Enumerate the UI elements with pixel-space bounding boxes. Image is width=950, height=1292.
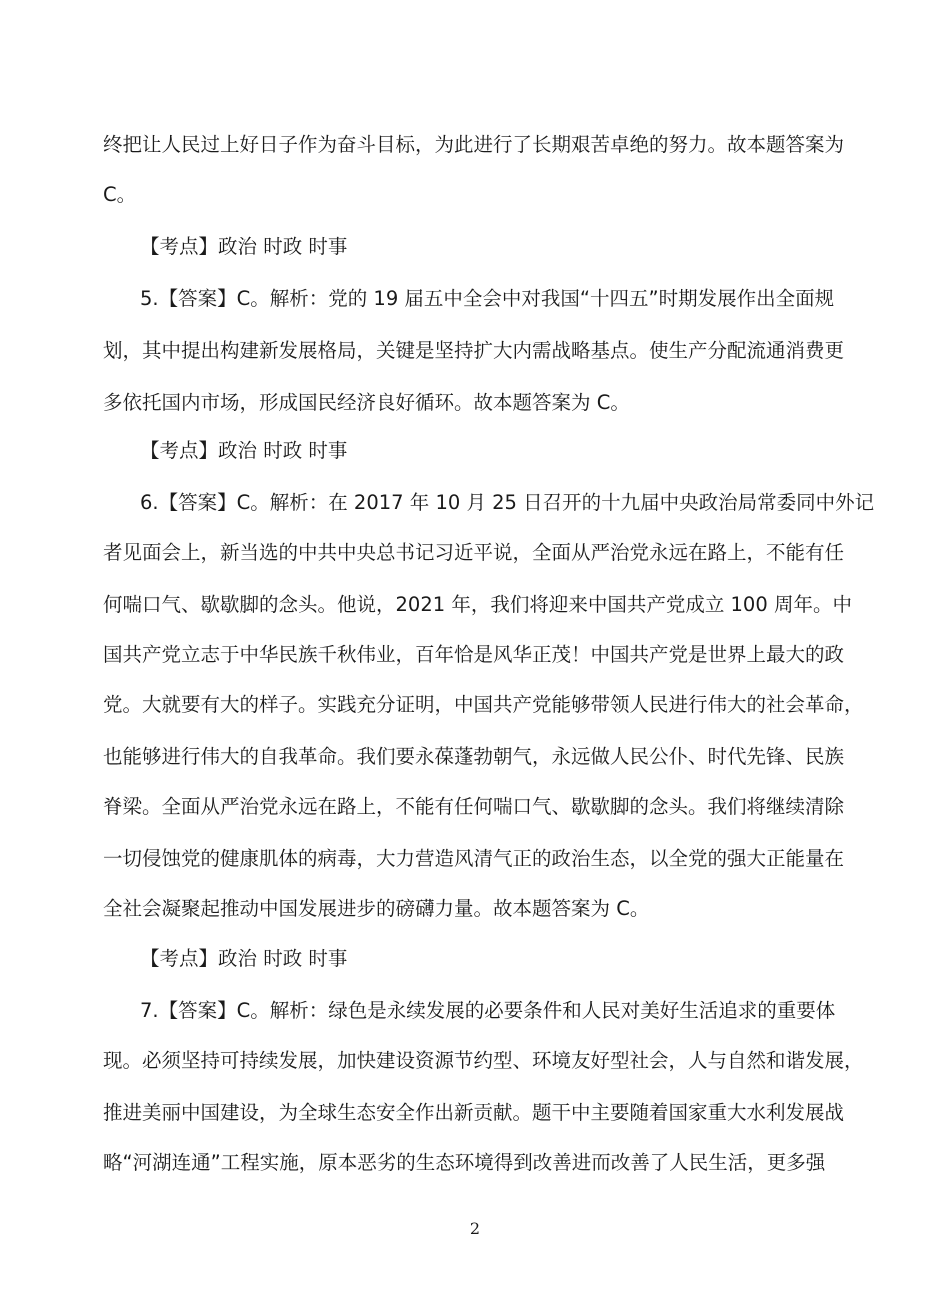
page-number: 2: [469, 1219, 481, 1238]
exam-point-label: 【考点】政治 时政 时事: [140, 947, 348, 970]
exam-point-label: 【考点】政治 时政 时事: [140, 439, 348, 462]
answer-7-heading: 7.【答案】C。解析：绿色是永续发展的必要条件和人民对美好生活追求的重要体: [140, 999, 836, 1022]
text-line: 划，其中提出构建新发展格局，关键是坚持扩大内需战略基点。使生产分配流通消费更: [103, 339, 845, 362]
text-line: 略“河湖连通”工程实施，原本恶劣的生态环境得到改善进而改善了人民生活，更多强: [103, 1151, 826, 1174]
text-line: 也能够进行伟大的自我革命。我们要永葆蓬勃朝气，永远做人民公仆、时代先锋、民族: [103, 745, 845, 768]
text-line: 国共产党立志于中华民族千秋伟业，百年恰是风华正茂！中国共产党是世界上最大的政: [103, 643, 845, 666]
answer-6-heading: 6.【答案】C。解析：在 2017 年 10 月 25 日召开的十九届中央政治局常委同中外记: [140, 491, 875, 514]
exam-point-label: 【考点】政治 时政 时事: [140, 235, 348, 258]
text-line: 全社会凝聚起推动中国发展进步的磅礴力量。故本题答案为 C。: [103, 897, 650, 920]
text-line: 脊梁。全面从严治党永远在路上，不能有任何喘口气、歇歇脚的念头。我们将继续清除: [103, 795, 845, 818]
text-line: 终把让人民过上好日子作为奋斗目标，为此进行了长期艰苦卓绝的努力。故本题答案为: [103, 133, 845, 156]
text-line: 党。大就要有大的样子。实践充分证明，中国共产党能够带领人民进行伟大的社会革命，: [103, 693, 864, 716]
text-line: 推进美丽中国建设，为全球生态安全作出新贡献。题干中主要随着国家重大水利发展战: [103, 1101, 845, 1124]
text-line: 一切侵蚀党的健康肌体的病毒，大力营造风清气正的政治生态，以全党的强大正能量在: [103, 847, 845, 870]
text-line: 何喘口气、歇歇脚的念头。他说，2021 年，我们将迎来中国共产党成立 100 周年。中: [103, 593, 852, 616]
text-line: 者见面会上，新当选的中共中央总书记习近平说，全面从严治党永远在路上，不能有任: [103, 541, 845, 564]
text-line: 现。必须坚持可持续发展，加快建设资源节约型、环境友好型社会，人与自然和谐发展，: [103, 1049, 864, 1072]
text-line: C。: [103, 183, 137, 206]
text-line: 多依托国内市场，形成国民经济良好循环。故本题答案为 C。: [103, 391, 630, 414]
answer-5-heading: 5.【答案】C。解析：党的 19 届五中全会中对我国“十四五”时期发展作出全面规: [140, 287, 835, 310]
